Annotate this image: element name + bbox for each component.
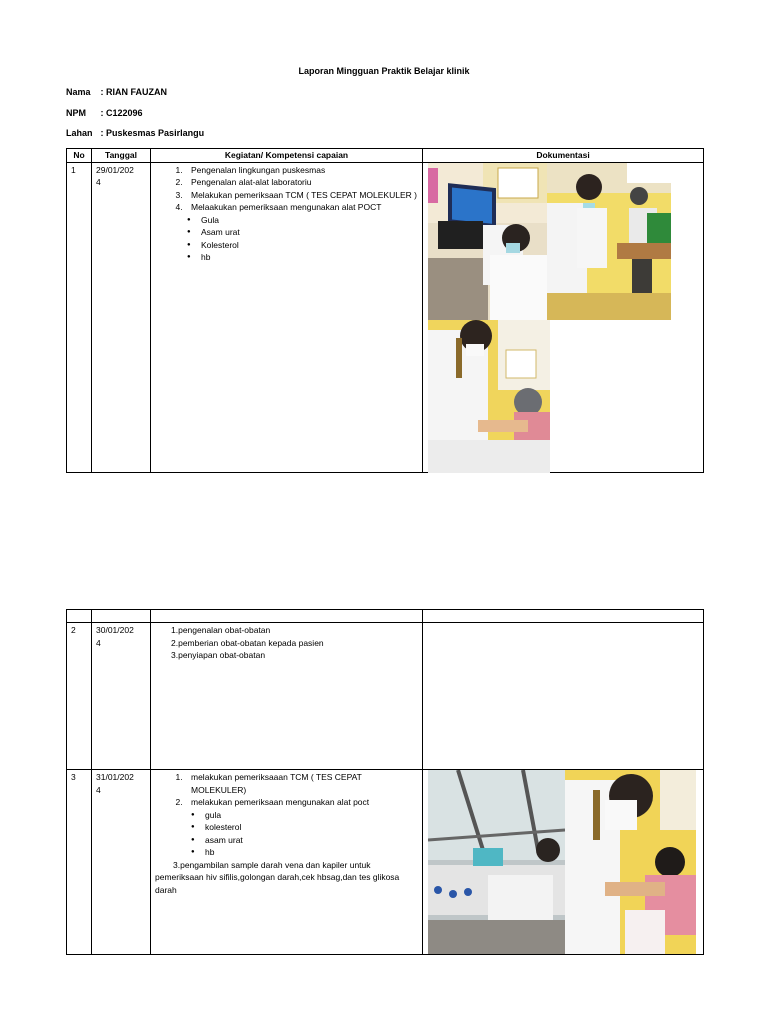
list-item: ● hb	[205, 846, 418, 859]
date-line: 4	[96, 784, 101, 795]
nama-value: : RIAN FAUZAN	[100, 87, 168, 97]
report-title: Laporan Mingguan Praktik Belajar klinik	[298, 66, 470, 76]
header-tanggal: Tanggal	[92, 149, 151, 163]
lahan-label: Lahan	[66, 128, 93, 138]
row-documentation	[423, 162, 704, 472]
blood-test-photo	[547, 163, 671, 320]
row-activities	[151, 623, 423, 770]
list-item: 3. Melakukan pemeriksaan TCM ( TES CEPAT MOLEKULER )	[185, 189, 418, 202]
list-item: 4. Melaakukan pemeriksaan mengunakan alat POCT	[185, 201, 418, 214]
list-item: 1. Pengenalan lingkungan puskesmas	[185, 164, 418, 177]
lab-computer-photo	[428, 163, 547, 320]
date-line: 31/01/202	[96, 772, 134, 782]
row-no: 1	[67, 162, 92, 472]
list-item: ● hb	[201, 251, 418, 264]
list-item: 2.pemberian obat-obatan kepada pasien	[171, 637, 324, 648]
row-documentation	[423, 623, 704, 770]
date-line: 29/01/202	[96, 164, 134, 175]
report-table-2	[66, 609, 704, 955]
row-activities	[151, 162, 423, 472]
header-no: No	[67, 149, 92, 163]
lab-sample-photo	[428, 770, 565, 954]
patient-exam-photo	[428, 320, 550, 473]
date-line: 4	[96, 177, 101, 187]
lahan-value: : Puskesmas Pasirlangu	[100, 128, 205, 138]
npm-field	[66, 108, 143, 118]
row-date	[92, 770, 151, 955]
table-row	[67, 162, 704, 472]
lahan-field	[66, 128, 204, 138]
list-item: 3.penyiapan obat-obatan	[171, 650, 266, 660]
nama-label: Nama	[66, 87, 91, 97]
npm-value: : C122096	[100, 108, 143, 118]
blood-sampling-photo	[565, 770, 696, 954]
nama-field	[66, 87, 167, 97]
list-item: ● kolesterol	[205, 821, 418, 834]
table-row	[67, 770, 704, 955]
extra-activity: 3.pengambilan sample darah vena dan kapiler untuk pemeriksaan hiv sifilis,golongan darah,cek hbsag,dan tes glikosa darah	[155, 859, 400, 895]
npm-label: NPM	[66, 108, 86, 118]
row-activities	[151, 770, 423, 955]
list-item: ● Gula	[201, 214, 418, 227]
row-no: 3	[67, 770, 92, 955]
row-no: 2	[67, 623, 92, 770]
list-item: 2. Pengenalan alat-alat laboratoriu	[185, 176, 418, 189]
row-date	[92, 623, 151, 770]
list-item: ● Asam urat	[201, 226, 418, 239]
date-line: 30/01/202	[96, 625, 134, 635]
header-dokumentasi: Dokumentasi	[423, 149, 704, 163]
table-row	[67, 623, 704, 770]
list-item: 1. melakukan pemeriksaaan TCM ( TES CEPAT MOLEKULER)	[185, 771, 418, 796]
row-documentation	[423, 770, 704, 955]
list-item: ● asam urat	[205, 834, 418, 847]
list-item: 2. melakukan pemeriksaan mengunakan alat poct	[185, 796, 418, 809]
row-date	[92, 162, 151, 472]
header-kegiatan: Kegiatan/ Kompetensi capaian	[151, 149, 423, 163]
list-item: ● gula	[205, 809, 418, 822]
list-item: ● Kolesterol	[201, 239, 418, 252]
date-line: 4	[96, 637, 101, 648]
list-item: 1.pengenalan obat-obatan	[171, 625, 271, 635]
report-table-1	[66, 148, 704, 473]
